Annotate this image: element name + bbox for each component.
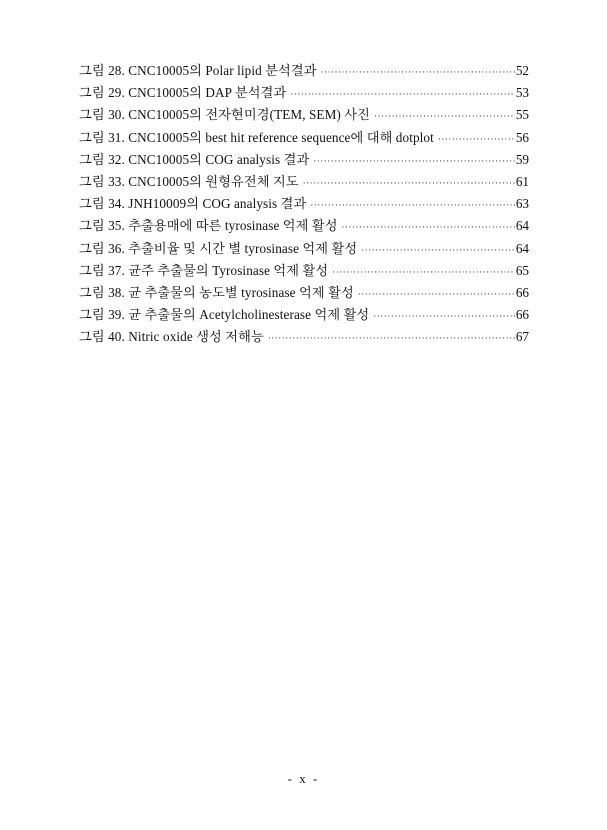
toc-entry[interactable] [79, 282, 529, 304]
dot-leader [310, 194, 514, 216]
toc-entry-label: 그림 35. 추출용매에 따른 tyrosinase 억제 활성 [79, 218, 338, 234]
toc-entry-label: 그림 36. 추출비율 및 시간 별 tyrosinase 억제 활성 [79, 240, 358, 256]
dot-leader [313, 150, 515, 172]
toc-entry[interactable] [79, 215, 529, 237]
toc-entry-page: 55 [515, 107, 529, 123]
toc-entry-page: 63 [515, 196, 529, 212]
toc-entry[interactable] [79, 149, 529, 171]
toc-entry-label: 그림 30. CNC10005의 전자현미경(TEM, SEM) 사진 [79, 107, 370, 123]
toc-entry-label: 그림 38. 균 추출물의 농도별 tyrosinase 억제 활성 [79, 284, 354, 300]
toc-entry-label: 그림 33. CNC10005의 원형유전체 지도 [79, 173, 299, 189]
toc-entry[interactable] [79, 82, 529, 104]
toc-entry-page: 53 [515, 85, 529, 101]
dot-leader [438, 128, 515, 150]
toc-entry-page: 66 [515, 307, 529, 323]
toc-entry-page: 65 [515, 262, 529, 278]
toc-entry-page: 64 [515, 240, 529, 256]
dot-leader [268, 327, 515, 349]
toc-entry[interactable] [79, 260, 529, 282]
toc-entry-page: 52 [515, 63, 529, 78]
toc-entry-label: 그림 32. CNC10005의 COG analysis 결과 [79, 151, 310, 167]
toc-entry-page: 67 [515, 329, 529, 345]
dot-leader [290, 83, 514, 105]
toc-entry-label: 그림 28. CNC10005의 Polar lipid 분석결과 [79, 63, 317, 78]
dot-leader [303, 172, 515, 194]
toc-entry[interactable] [79, 326, 529, 348]
toc-entry[interactable] [79, 104, 529, 126]
toc-entry[interactable] [79, 238, 529, 260]
toc-entry-page: 59 [515, 151, 529, 167]
toc-entry-page: 56 [515, 129, 529, 145]
toc-entry-label: 그림 40. Nitric oxide 생성 저해능 [79, 329, 264, 345]
toc-entry[interactable] [79, 60, 529, 82]
dot-leader [361, 239, 515, 261]
toc-entry-label: 그림 31. CNC10005의 best hit reference sequence에 대해 dotplot [79, 129, 434, 145]
page-number: - x - [287, 771, 320, 786]
toc-entry[interactable] [79, 127, 529, 149]
dot-leader [358, 283, 515, 305]
dot-leader [373, 305, 515, 327]
dot-leader [342, 216, 515, 238]
toc-entry-label: 그림 29. CNC10005의 DAP 분석결과 [79, 85, 287, 101]
toc-entry-page: 66 [515, 284, 529, 300]
toc-entry-page: 61 [515, 173, 529, 189]
dot-leader [321, 61, 515, 83]
table-of-figures [79, 60, 529, 348]
toc-entry-label: 그림 39. 균 추출물의 Acetylcholinesterase 억제 활성 [79, 307, 370, 323]
dot-leader [374, 105, 515, 127]
toc-entry[interactable] [79, 193, 529, 215]
toc-entry-page: 64 [515, 218, 529, 234]
toc-entry[interactable] [79, 304, 529, 326]
toc-entry[interactable] [79, 171, 529, 193]
dot-leader [332, 261, 515, 283]
toc-entry-label: 그림 37. 균주 추출물의 Tyrosinase 억제 활성 [79, 262, 329, 278]
toc-entry-label: 그림 34. JNH10009의 COG analysis 결과 [79, 196, 307, 212]
